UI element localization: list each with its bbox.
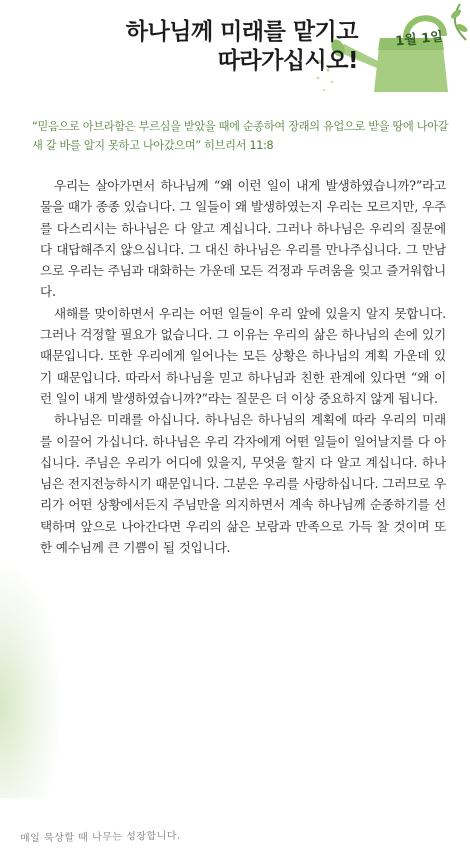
scripture-verse: [32, 117, 450, 155]
devotional-body: [40, 175, 446, 558]
verse-reference: 히브리서 11:8: [204, 139, 274, 152]
date-badge: 1월 1일: [394, 29, 444, 50]
leaf-decoration: [0, 568, 60, 798]
body-paragraph-1: 우리는 살아가면서 하나님께 “왜 이런 일이 내게 발생하였습니까?”라고 물을 때가 종종 있습니다. 그 일들이 왜 발생하였는지 우리는 모르지만, 우주를 다스리시는 하나님은 다 알고 계십니다. 그러나 하나님은 우리의 질문에 다 대답해주지 않으십니다. 그 대신 하나님은 우리를 만나주십니다. 그 만남으로 우리는 주님과 대화하는 가운데 모든 걱정과 두려움을 잊고 즐거워합니다.: [40, 178, 446, 300]
title-line-2: 따라가십시오!: [217, 48, 358, 74]
body-paragraph-3: 하나님은 미래를 아십니다. 하나님은 하나님의 계획에 따라 우리의 미래를 이끌어 가십니다. 하나님은 우리 각자에게 어떤 일들이 일어날지를 다 아십니다. 주님은 우리가 어디에 있을지, 무엇을 할지 다 알고 계십니다. 하나님은 전지전능하시기 때문입니다. 그분은 우리를 사랑하십니다. 그러므로 우리가 어떤 상황에서든지 주님만을 의지하면서 계속 하나님께 순종하기를 선택하며 앞으로 나아간다면 우리의 삶은 보람과 만족으로 가득 찰 것이며 또한 예수님께 큰 기쁨이 될 것입니다.: [40, 412, 446, 556]
footer-tagline: 매일 묵상할 때 나무는 성장합니다.: [19, 830, 181, 845]
title-line-1: 하나님께 미래를 맡기고: [125, 19, 358, 45]
body-paragraph-2: 새해를 맞이하면서 우리는 어떤 일들이 우리 앞에 있을지 알지 못합니다. 그러나 걱정할 필요가 없습니다. 그 이유는 우리의 삶은 하나님의 손에 있기 때문입니다. 또한 우리에게 일어나는 모든 상황은 하나님의 계획 가운데 있기 때문입니다. 따라서 하나님을 믿고 하나님과 친한 관계에 있다면 “왜 이런 일이 내게 발생하였습니까?”라는 질문은 더 이상 중요하지 않게 됩니다.: [40, 305, 446, 406]
page-title: [98, 18, 358, 76]
verse-text: “믿음으로 아브라함은 부르심을 받았을 때에 순종하여 장래의 유업으로 받을 땅에 나아갈새 갈 바를 알지 못하고 나아갔으며”: [32, 120, 449, 152]
